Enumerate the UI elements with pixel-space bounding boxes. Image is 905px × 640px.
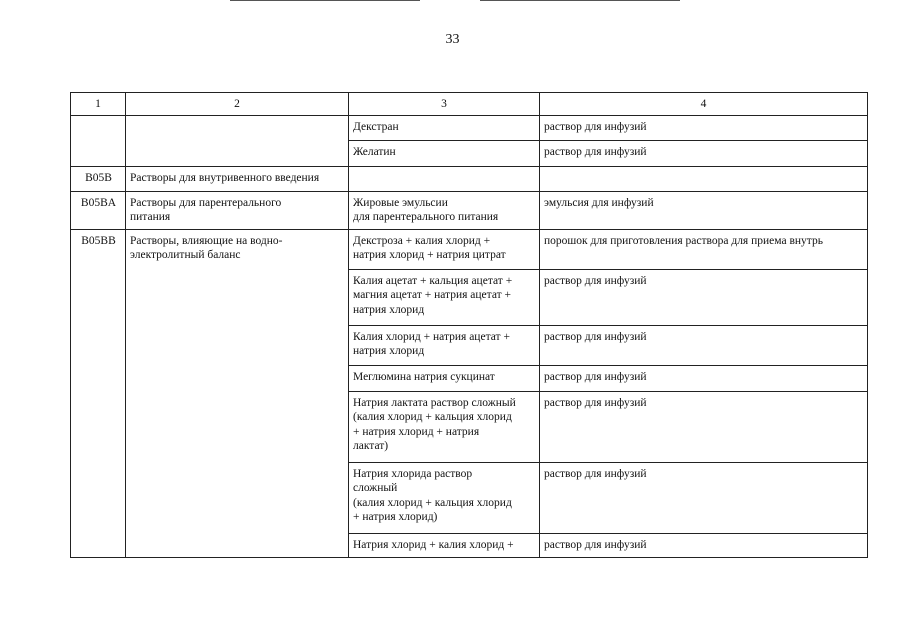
substance-line: магния ацетат + натрия ацетат + <box>353 289 512 302</box>
code-cell: B05B <box>71 167 126 192</box>
substance-cell <box>349 392 540 463</box>
substance-cell <box>349 192 540 230</box>
substance-line: Жировые эмульсии <box>353 197 448 209</box>
group-cell <box>126 192 349 230</box>
substance-line: сложный <box>353 482 398 495</box>
substance-cell: Меглюмина натрия сукцинат <box>349 366 540 392</box>
form-cell: раствор для инфузий <box>540 392 868 463</box>
substance-line: для парентерального питания <box>353 211 499 224</box>
form-cell: раствор для инфузий <box>540 270 868 326</box>
form-cell: порошок для приготовления раствора для приема внутрь <box>540 230 868 270</box>
table-row <box>71 167 868 192</box>
form-cell: эмульсия для инфузий <box>540 192 868 230</box>
table-row <box>71 230 868 270</box>
group-line: Растворы, влияющие на водно- <box>130 235 283 247</box>
substance-line: + натрия хлорид + натрия <box>353 425 480 438</box>
header-col-2: 2 <box>126 93 349 116</box>
table-row <box>71 192 868 230</box>
form-cell: раствор для инфузий <box>540 116 868 141</box>
substance-cell: Натрия хлорид + калия хлорид + <box>349 534 540 558</box>
header-row <box>71 93 868 116</box>
form-cell: раствор для инфузий <box>540 534 868 558</box>
form-cell: раствор для инфузий <box>540 326 868 366</box>
substance-line: Калия ацетат + кальция ацетат + <box>353 275 513 287</box>
code-cell: B05BB <box>71 230 126 558</box>
substance-line: (калия хлорид + кальция хлорид <box>353 411 512 424</box>
substance-line: Натрия хлорида раствор <box>353 468 473 480</box>
substance-line: + натрия хлорид) <box>353 511 438 524</box>
substance-cell: Декстран <box>349 116 540 141</box>
substance-line: (калия хлорид + кальция хлорид <box>353 496 512 509</box>
substance-cell <box>349 270 540 326</box>
substance-line: Декстроза + калия хлорид + <box>353 235 491 247</box>
substance-cell: Желатин <box>349 141 540 167</box>
group-line: Растворы для парентерального <box>130 197 282 209</box>
substance-cell <box>349 326 540 366</box>
group-cell <box>126 230 349 558</box>
group-line: питания <box>130 211 171 224</box>
top-edge-line-left <box>230 0 420 1</box>
substance-line: Калия хлорид + натрия ацетат + <box>353 331 510 343</box>
substance-line: Натрия лактата раствор сложный <box>353 397 516 409</box>
empty-form-cell <box>540 167 868 192</box>
form-cell: раствор для инфузий <box>540 463 868 534</box>
top-edge-line-right <box>480 0 680 1</box>
empty-code-cell <box>71 116 126 167</box>
empty-group-cell <box>126 116 349 167</box>
group-cell: Растворы для внутривенного введения <box>126 167 349 192</box>
group-line: электролитный баланс <box>130 249 241 262</box>
empty-substance-cell <box>349 167 540 192</box>
page-number: 33 <box>445 32 460 47</box>
code-cell: B05BA <box>71 192 126 230</box>
drug-classification-table <box>70 92 868 558</box>
substance-line: натрия хлорид <box>353 345 425 358</box>
substance-cell <box>349 230 540 270</box>
substance-line: лактат) <box>353 440 389 453</box>
substance-line: натрия хлорид <box>353 303 425 316</box>
header-col-4: 4 <box>540 93 868 116</box>
header-col-3: 3 <box>349 93 540 116</box>
form-cell: раствор для инфузий <box>540 141 868 167</box>
substance-line: натрия хлорид + натрия цитрат <box>353 249 506 262</box>
table-row <box>71 116 868 141</box>
header-col-1: 1 <box>71 93 126 116</box>
substance-cell <box>349 463 540 534</box>
form-cell: раствор для инфузий <box>540 366 868 392</box>
